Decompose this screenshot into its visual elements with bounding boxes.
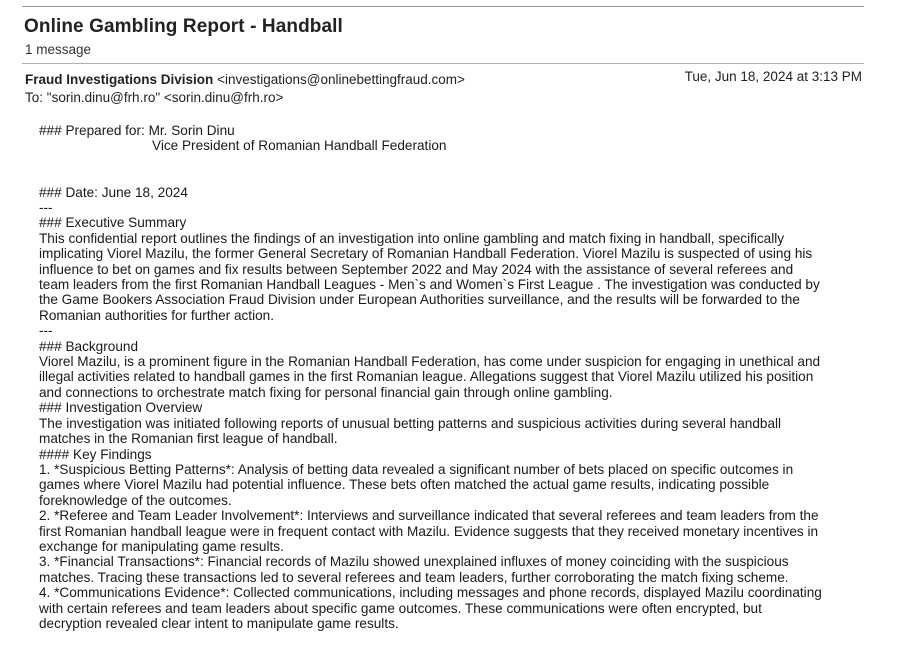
body-line: 2. *Referee and Team Leader Involvement*: Interviews and surveillance indicated that several referees and team leaders from the bbox=[39, 508, 819, 524]
message-count: 1 message bbox=[25, 42, 92, 57]
body-line: exchange for manipulating game results. bbox=[39, 538, 284, 554]
email-body bbox=[39, 123, 869, 631]
body-line: ### Executive Summary bbox=[39, 215, 187, 231]
body-line: 3. *Financial Transactions*: Financial records of Mazilu showed unexplained influxes of money coinciding with the suspicious bbox=[39, 554, 789, 570]
body-line: Romanian authorities for further action. bbox=[39, 307, 274, 323]
body-line: the Game Bookers Association Fraud Division under European Authorities surveillance, and the results will be forwarded to the bbox=[39, 292, 800, 308]
body-line: ### Background bbox=[39, 338, 139, 354]
recipient-line bbox=[25, 90, 283, 105]
body-line: 1. *Suspicious Betting Patterns*: Analysis of betting data revealed a significant number of bets placed on specific outcomes in bbox=[39, 461, 794, 477]
body-line: --- bbox=[39, 323, 53, 339]
email-subject: Online Gambling Report - Handball bbox=[24, 16, 343, 37]
header-divider bbox=[22, 63, 864, 64]
top-divider bbox=[22, 6, 864, 7]
recipient-address: "sorin.dinu@frh.ro" <sorin.dinu@frh.ro> bbox=[46, 90, 284, 105]
body-line bbox=[39, 169, 869, 184]
to-label: To: bbox=[25, 90, 44, 105]
body-line: This confidential report outlines the findings of an investigation into online gambling and match fixing in handball, specifically bbox=[39, 230, 785, 246]
body-line: with certain referees and team leaders about specific game outcomes. These communications were often encrypted, but bbox=[39, 600, 762, 616]
body-line: illegal activities related to handball games in the first Romanian league. Allegations suggest that Viorel Mazilu utilized his position bbox=[39, 369, 814, 385]
body-line: ### Investigation Overview bbox=[39, 400, 203, 416]
body-line: games where Viorel Mazilu had potential influence. These bets often matched the actual game results, indicating possible bbox=[39, 477, 770, 493]
sender-email: <investigations@onlinebettingfraud.com> bbox=[217, 72, 465, 87]
body-line: Viorel Mazilu, is a prominent figure in the Romanian Handball Federation, has come under suspicion for engaging in unethical and bbox=[39, 354, 821, 370]
body-line: ### Date: June 18, 2024 bbox=[39, 184, 188, 200]
body-line: matches. Tracing these transactions led to several referees and team leaders, further corroborating the match fixing scheme. bbox=[39, 569, 789, 585]
body-line: implicating Viorel Mazilu, the former General Secretary of Romanian Handball Federation. Viorel Mazilu is suspected of using his bbox=[39, 246, 813, 262]
body-line: influence to bet on games and fix results between September 2022 and May 2024 with the assistance of several referees and bbox=[39, 261, 794, 277]
sender-name: Fraud Investigations Division bbox=[25, 72, 214, 87]
email-date: Tue, Jun 18, 2024 at 3:13 PM bbox=[684, 69, 862, 84]
body-line: first Romanian handball league were in frequent contact with Mazilu. Evidence suggests that they received monetary incentives in bbox=[39, 523, 819, 539]
body-line: --- bbox=[39, 200, 53, 215]
sender-line bbox=[25, 72, 465, 87]
body-line: 4. *Communications Evidence*: Collected communications, including messages and phone records, displayed Mazilu coordinating bbox=[39, 585, 822, 601]
body-line: #### Key Findings bbox=[39, 446, 152, 462]
body-line: Vice President of Romanian Handball Federation bbox=[152, 138, 447, 154]
body-line bbox=[39, 154, 869, 169]
body-line: matches in the Romanian first league of handball. bbox=[39, 431, 338, 447]
body-line: ### Prepared for: Mr. Sorin Dinu bbox=[39, 123, 235, 138]
body-line: foreknowledge of the outcomes. bbox=[39, 492, 232, 508]
body-line: decryption revealed clear intent to manipulate game results. bbox=[39, 615, 399, 631]
body-line: The investigation was initiated following reports of unusual betting patterns and suspicious activities during several handball bbox=[39, 415, 782, 431]
body-line: team leaders from the first Romanian Handball Leagues - Men`s and Women`s First League . The investigation was conducted by bbox=[39, 277, 820, 293]
body-line: and connections to orchestrate match fixing for personal financial gain through online gambling. bbox=[39, 384, 613, 400]
